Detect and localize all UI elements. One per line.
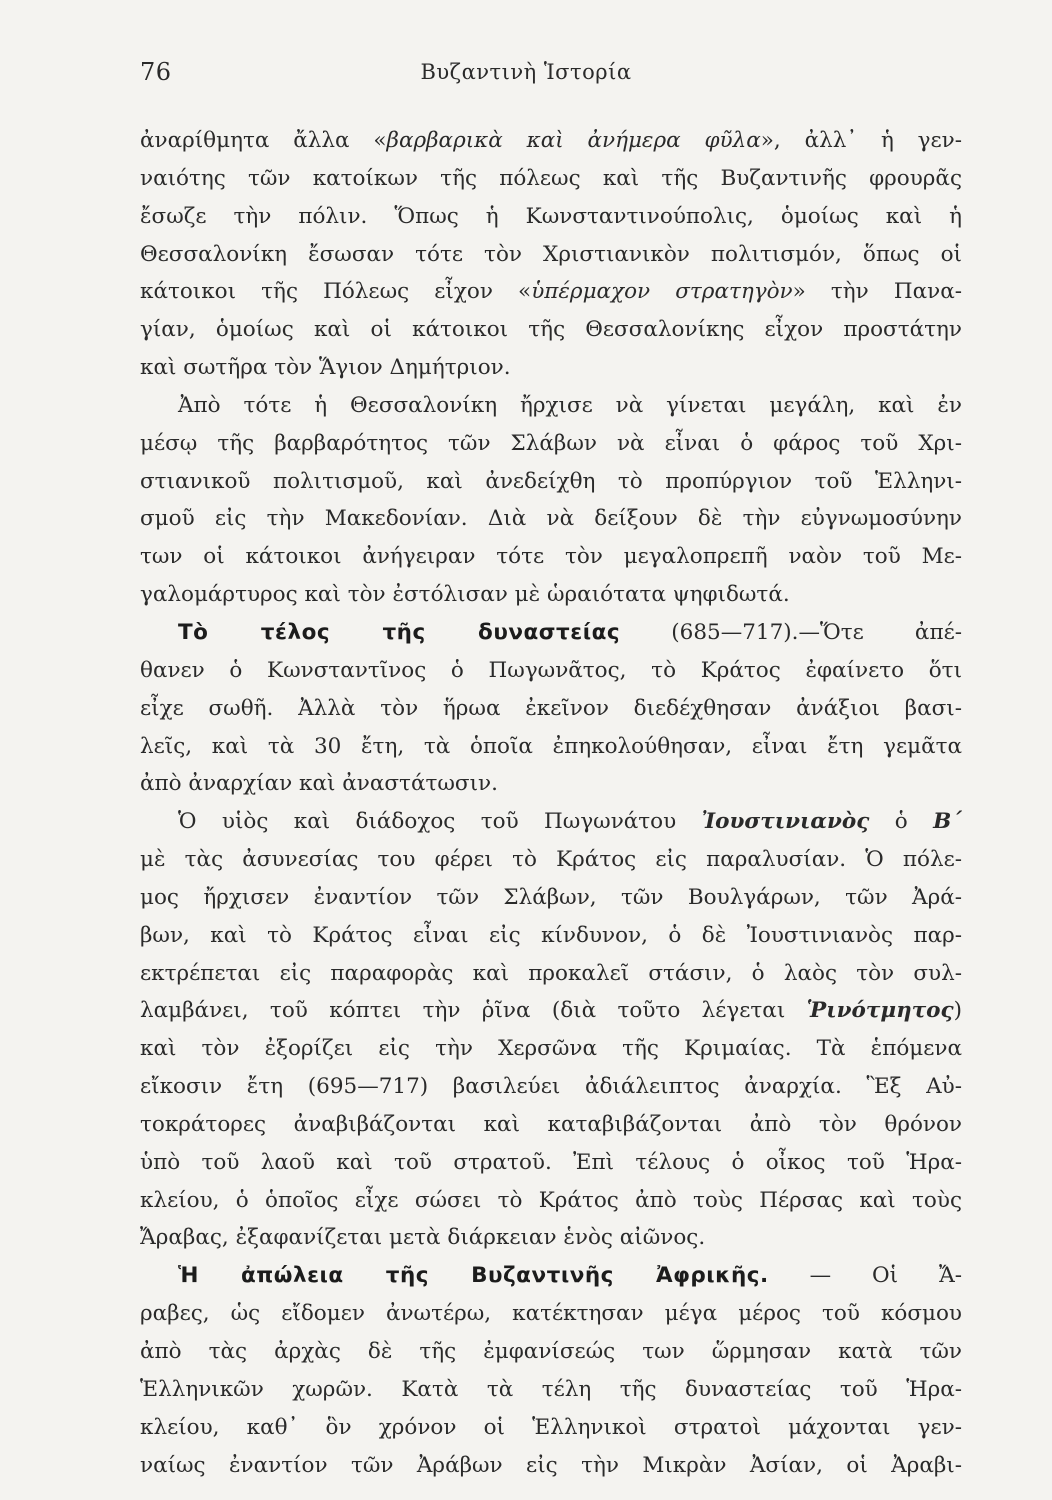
text-run: σμοῦ εἰς τὴν Μακεδονίαν. Διὰ νὰ δείξουν δὲ τὴν εὐγνωμοσύνην	[140, 506, 962, 532]
text-line	[140, 765, 962, 803]
text-run: ναιότης τῶν κατοίκων τῆς πόλεως καὶ τῆς Βυζαντινῆς φρουρᾶς	[140, 165, 962, 191]
text-run: λεῖς, καὶ τὰ 30 ἔτη, τὰ ὁποῖα ἐπηκολούθησαν, εἶναι ἔτη γεμᾶτα	[140, 733, 962, 759]
text-line	[140, 690, 962, 728]
text-line	[140, 1447, 962, 1485]
text-run: ραβες, ὡς εἴδομεν ἀνωτέρω, κατέκτησαν μέγα μέρος τοῦ κόσμου	[140, 1301, 962, 1327]
text-run: εἴκοσιν ἔτη (695—717) βασιλεύει ἀδιάλειπτος ἀναρχία. Ἓξ Αὐ-	[140, 1074, 962, 1100]
text-run: ναίως ἐναντίον τῶν Ἀράβων εἰς τὴν Μικρὰν Ἀσίαν, οἱ Ἀραβι-	[140, 1452, 962, 1478]
text-line	[140, 1371, 962, 1409]
text-run: (685—717).—Ὅτε ἀπέ-	[620, 619, 962, 645]
text-run: Ἀπὸ τότε ἡ Θεσσαλονίκη ἤρχισε νὰ γίνεται μεγάλη, καὶ ἐν	[178, 392, 962, 418]
text-line	[140, 122, 962, 160]
text-run: λαμβάνει, τοῦ κόπτει τὴν ῥῖνα (διὰ τοῦτο λέγεται	[140, 998, 807, 1024]
text-run: » τὴν Πανα-	[792, 279, 962, 305]
text-line	[140, 1182, 962, 1220]
text-line	[140, 879, 962, 917]
text-line	[140, 1295, 962, 1333]
text-run: καὶ σωτῆρα τὸν Ἅγιον Δημήτριον.	[140, 355, 511, 381]
text-line	[140, 538, 962, 576]
text-line	[140, 198, 962, 236]
bold-italic-run: Β΄	[933, 809, 962, 835]
text-line	[140, 463, 962, 501]
text-run: εἶχε σωθῆ. Ἀλλὰ τὸν ἥρωα ἐκεῖνον διεδέχθησαν ἀνάξιοι βασι-	[140, 695, 962, 721]
text-run: γαλομάρτυρος καὶ τὸν ἐστόλισαν μὲ ὡραιότατα ψηφιδωτά.	[140, 582, 790, 608]
text-run: καὶ τὸν ἐξορίζει εἰς τὴν Χερσῶνα τῆς Κριμαίας. Τὰ ἑπόμενα	[140, 1036, 962, 1062]
text-line	[140, 1106, 962, 1144]
text-run: ἔσωζε τὴν πόλιν. Ὅπως ἡ Κωνσταντινούπολις, ὁμοίως καὶ ἡ	[140, 203, 962, 229]
bold-italic-run: Ῥινότμητος	[806, 998, 954, 1024]
text-line	[140, 1333, 962, 1371]
text-line	[140, 1409, 962, 1447]
text-line	[140, 160, 962, 198]
text-line	[140, 1219, 962, 1257]
page-number: 76	[140, 58, 172, 86]
text-line	[140, 955, 962, 993]
text-run: ἀπὸ ἀναρχίαν καὶ ἀναστάτωσιν.	[140, 771, 498, 797]
text-run: κλείου, καθ᾽ ὃν χρόνον οἱ Ἑλληνικοὶ στρατοὶ μάχονται γεν-	[140, 1414, 962, 1440]
text-run: Θεσσαλονίκη ἔσωσαν τότε τὸν Χριστιανικὸν πολιτισμόν, ὅπως οἱ	[140, 241, 962, 267]
text-run: μέσῳ τῆς βαρβαρότητος τῶν Σλάβων νὰ εἶναι ὁ φάρος τοῦ Χρι-	[140, 430, 962, 456]
text-run: γίαν, ὁμοίως καὶ οἱ κάτοικοι τῆς Θεσσαλονίκης εἶχον προστάτην	[140, 317, 962, 343]
text-run: Ὁ υἱὸς καὶ διάδοχος τοῦ Πωγωνάτου	[178, 809, 702, 835]
text-line	[140, 992, 962, 1030]
text-line	[140, 841, 962, 879]
text-line	[140, 425, 962, 463]
text-run: θανεν ὁ Κωνσταντῖνος ὁ Πωγωνᾶτος, τὸ Κράτος ἐφαίνετο ὅτι	[140, 657, 962, 683]
text-run: )	[953, 998, 962, 1024]
text-run: μος ἤρχισεν ἐναντίον τῶν Σλάβων, τῶν Βουλγάρων, τῶν Ἀρά-	[140, 884, 962, 910]
text-line	[140, 387, 962, 425]
text-line	[140, 576, 962, 614]
text-line	[140, 349, 962, 387]
text-run: — Οἱ Ἄ-	[768, 1263, 962, 1289]
text-run: ὁ	[869, 809, 934, 835]
text-run: », ἀλλ᾽ ἡ γεν-	[760, 128, 962, 153]
text-line	[140, 236, 962, 274]
text-run: ἀναρίθμητα ἄλλα «	[140, 128, 387, 153]
bold-italic-run: Ἰουστινιανὸς	[701, 809, 870, 835]
text-run: ἀπὸ τὰς ἀρχὰς δὲ τῆς ἐμφανίσεώς των ὥρμησαν κατὰ τῶν	[140, 1339, 962, 1364]
text-line	[140, 1068, 962, 1106]
text-line	[140, 803, 962, 841]
text-run: στιανικοῦ πολιτισμοῦ, καὶ ἀνεδείχθη τὸ προπύργιον τοῦ Ἑλληνι-	[140, 468, 962, 494]
italic-run: βαρβαρικὰ καὶ ἀνήμερα φῦλα	[386, 128, 761, 153]
text-line	[140, 728, 962, 766]
text-line	[140, 652, 962, 690]
text-run: κλείου, ὁ ὁποῖος εἶχε σώσει τὸ Κράτος ἀπὸ τοὺς Πέρσας καὶ τοὺς	[140, 1187, 962, 1213]
text-run: τοκράτορες ἀναβιβάζονται καὶ καταβιβάζονται ἀπὸ τὸν θρόνον	[140, 1111, 962, 1137]
text-line	[140, 614, 962, 652]
page-header	[0, 58, 1052, 92]
section-heading: Τὸ τέλος τῆς δυναστείας	[178, 619, 621, 645]
text-run: Ἑλληνικῶν χωρῶν. Κατὰ τὰ τέλη τῆς δυναστείας τοῦ Ἡρα-	[140, 1376, 962, 1402]
text-run: βων, καὶ τὸ Κράτος εἶναι εἰς κίνδυνον, ὁ δὲ Ἰουστινιανὸς παρ-	[140, 922, 962, 948]
text-line	[140, 1144, 962, 1182]
text-line	[140, 311, 962, 349]
text-run: ὑπὸ τοῦ λαοῦ καὶ τοῦ στρατοῦ. Ἐπὶ τέλους ὁ οἶκος τοῦ Ἡρα-	[140, 1149, 962, 1175]
text-run: Ἄραβας, ἐξαφανίζεται μετὰ διάρκειαν ἑνὸς αἰῶνος.	[140, 1225, 706, 1251]
text-line	[140, 273, 962, 311]
text-line	[140, 1257, 962, 1295]
text-line	[140, 500, 962, 538]
italic-run: ὑπέρμαχον στρατηγὸν	[531, 279, 793, 305]
body-text	[140, 122, 962, 1484]
section-heading: Ἡ ἀπώλεια τῆς Βυζαντινῆς Ἀφρικῆς.	[178, 1263, 769, 1289]
text-run: εκτρέπεται εἰς παραφορὰς καὶ προκαλεῖ στάσιν, ὁ λαὸς τὸν συλ-	[140, 960, 962, 986]
running-head: Βυζαντινὴ Ἱστορία	[420, 60, 632, 84]
text-run: των οἱ κάτοικοι ἀνήγειραν τότε τὸν μεγαλοπρεπῆ ναὸν τοῦ Με-	[140, 544, 962, 570]
text-line	[140, 917, 962, 955]
text-run: μὲ τὰς ἀσυνεσίας του φέρει τὸ Κράτος εἰς παραλυσίαν. Ὁ πόλε-	[140, 847, 962, 873]
text-line	[140, 1030, 962, 1068]
text-run: κάτοικοι τῆς Πόλεως εἶχον «	[140, 279, 532, 305]
